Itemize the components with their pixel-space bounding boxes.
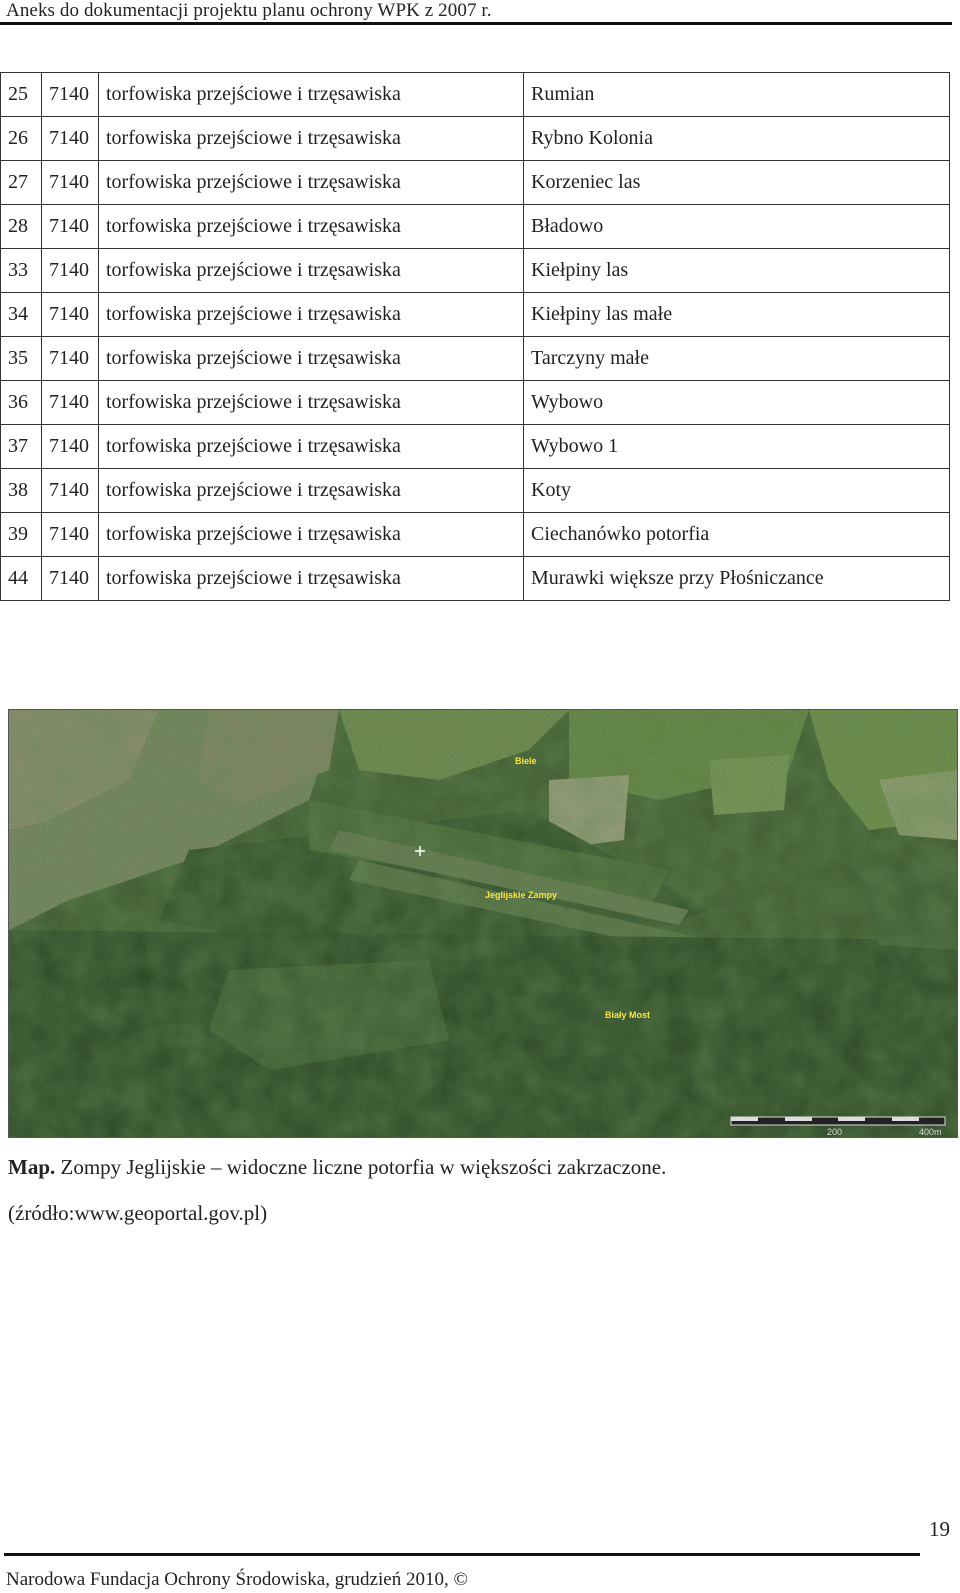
map-label-place: Biały Most [605, 1010, 651, 1020]
cell-site: Ciechanówko potorfia [524, 513, 950, 557]
cell-code: 7140 [42, 205, 99, 249]
header-divider [0, 22, 952, 25]
table-row [1, 293, 950, 337]
cell-habitat: torfowiska przejściowe i trzęsawiska [99, 161, 524, 205]
cell-code: 7140 [42, 557, 99, 601]
cell-code: 7140 [42, 117, 99, 161]
table-row [1, 557, 950, 601]
cell-habitat: torfowiska przejściowe i trzęsawiska [99, 557, 524, 601]
table-row [1, 381, 950, 425]
cell-habitat: torfowiska przejściowe i trzęsawiska [99, 381, 524, 425]
footer-divider [4, 1553, 920, 1556]
caption-text: Zompy Jeglijskie – widoczne liczne potorfia w większości zakrzaczone. [55, 1155, 667, 1179]
cell-code: 7140 [42, 249, 99, 293]
table-row [1, 73, 950, 117]
map-caption [8, 1155, 666, 1180]
cell-habitat: torfowiska przejściowe i trzęsawiska [99, 249, 524, 293]
cell-code: 7140 [42, 293, 99, 337]
cell-number: 25 [1, 73, 42, 117]
cell-site: Wybowo [524, 381, 950, 425]
cell-site: Tarczyny małe [524, 337, 950, 381]
cell-number: 33 [1, 249, 42, 293]
cell-number: 37 [1, 425, 42, 469]
cell-habitat: torfowiska przejściowe i trzęsawiska [99, 205, 524, 249]
cell-site: Bładowo [524, 205, 950, 249]
table-row [1, 469, 950, 513]
table-row [1, 117, 950, 161]
cell-code: 7140 [42, 73, 99, 117]
cell-habitat: torfowiska przejściowe i trzęsawiska [99, 513, 524, 557]
cell-code: 7140 [42, 425, 99, 469]
page-number: 19 [929, 1517, 950, 1541]
cell-site: Kiełpiny las małe [524, 293, 950, 337]
cell-code: 7140 [42, 469, 99, 513]
map-source: (źródło:www.geoportal.gov.pl) [8, 1201, 268, 1225]
cell-site: Rumian [524, 73, 950, 117]
cell-habitat: torfowiska przejściowe i trzęsawiska [99, 293, 524, 337]
cell-number: 27 [1, 161, 42, 205]
cell-number: 34 [1, 293, 42, 337]
cell-number: 28 [1, 205, 42, 249]
cell-code: 7140 [42, 381, 99, 425]
map-label-village: Biele [515, 756, 537, 766]
cell-number: 26 [1, 117, 42, 161]
cell-site: Rybno Kolonia [524, 117, 950, 161]
scale-label-end: 400m [919, 1127, 942, 1137]
page-header: Aneks do dokumentacji projektu planu ochrony WPK z 2007 r. [6, 0, 492, 21]
cell-number: 36 [1, 381, 42, 425]
cell-code: 7140 [42, 337, 99, 381]
table-row [1, 337, 950, 381]
aerial-map [8, 709, 958, 1138]
cell-number: 44 [1, 557, 42, 601]
cell-habitat: torfowiska przejściowe i trzęsawiska [99, 117, 524, 161]
table-row [1, 425, 950, 469]
aerial-photo [9, 710, 957, 1137]
cell-site: Koty [524, 469, 950, 513]
habitat-table [0, 72, 950, 601]
table-row [1, 205, 950, 249]
table-row [1, 513, 950, 557]
cell-number: 38 [1, 469, 42, 513]
cell-habitat: torfowiska przejściowe i trzęsawiska [99, 337, 524, 381]
cell-site: Murawki większe przy Płośniczance [524, 557, 950, 601]
cell-site: Korzeniec las [524, 161, 950, 205]
table-row [1, 161, 950, 205]
cell-site: Kiełpiny las [524, 249, 950, 293]
caption-prefix: Map. [8, 1155, 56, 1179]
cell-number: 35 [1, 337, 42, 381]
cell-habitat: torfowiska przejściowe i trzęsawiska [99, 425, 524, 469]
cell-code: 7140 [42, 513, 99, 557]
cell-habitat: torfowiska przejściowe i trzęsawiska [99, 469, 524, 513]
page-footer: Narodowa Fundacja Ochrony Środowiska, grudzień 2010, © [6, 1569, 468, 1590]
cell-site: Wybowo 1 [524, 425, 950, 469]
cell-habitat: torfowiska przejściowe i trzęsawiska [99, 73, 524, 117]
scale-label-mid: 200 [827, 1127, 843, 1137]
cell-code: 7140 [42, 161, 99, 205]
cell-number: 39 [1, 513, 42, 557]
habitat-table-body [1, 73, 950, 601]
map-label-bog: Jeglijskie Zampy [485, 890, 558, 900]
table-row [1, 249, 950, 293]
